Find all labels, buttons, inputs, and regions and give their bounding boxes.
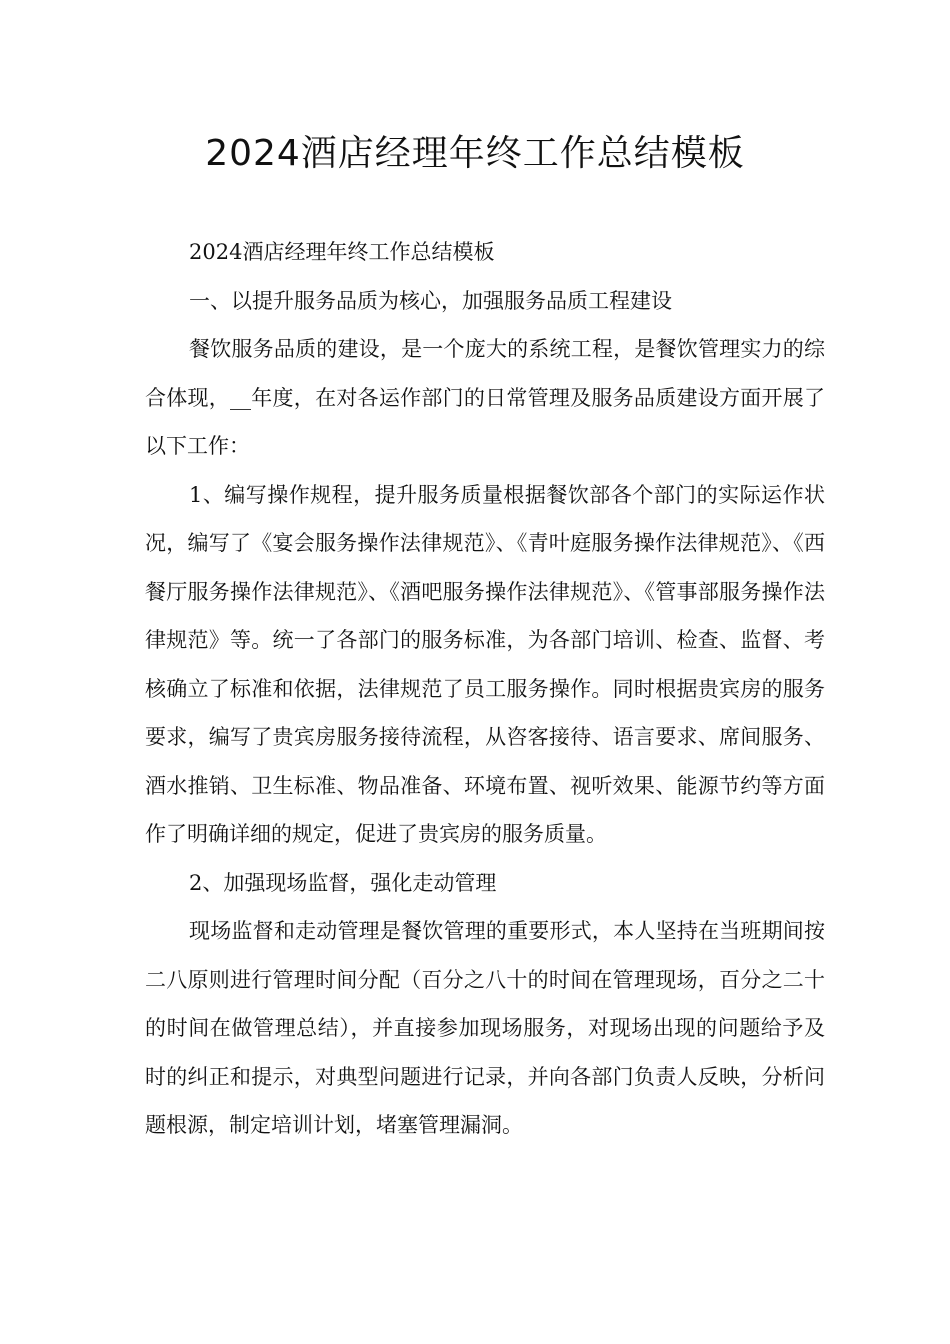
body-paragraph: 餐饮服务品质的建设，是一个庞大的系统工程，是餐饮管理实力的综合体现，__年度，在对各运作部门的日常管理及服务品质建设方面开展了以下工作： xyxy=(145,337,825,458)
body-paragraph: 1、编写操作规程，提升服务质量根据餐饮部各个部门的实际运作状况，编写了《宴会服务操作法律规范》、《青叶庭服务操作法律规范》、《西餐厅服务操作法律规范》、《酒吧服务操作法律规范》、《管事部服务操作法律规范》等。统一了各部门的服务标准，为各部门培训、检查、监督、考核确立了标准和依据，法律规范了员工服务操作。同时根据贵宾房的服务要求，编写了贵宾房服务接待流程，从咨客接待、语言要求、席间服务、酒水推销、卫生标准、物品准备、环境布置、视听效果、能源节约等方面作了明确详细的规定，促进了贵宾房的服务质量。 xyxy=(145,482,825,846)
subsection-heading: 2、加强现场监督，强化走动管理 xyxy=(189,870,497,895)
section-heading: 一、以提升服务品质为核心，加强服务品质工程建设 xyxy=(189,288,672,313)
body-paragraph: 现场监督和走动管理是餐饮管理的重要形式，本人坚持在当班期间按二八原则进行管理时间分配（百分之八十的时间在管理现场，百分之二十的时间在做管理总结），并直接参加现场服务，对现场出现的问题给予及时的纠正和提示，对典型问题进行记录，并向各部门负责人反映，分析问题根源，制定培训计划，堵塞管理漏洞。 xyxy=(145,919,825,1137)
document-title: 2024酒店经理年终工作总结模板 xyxy=(205,133,745,174)
document-body xyxy=(145,228,825,1150)
subtitle-paragraph: 2024酒店经理年终工作总结模板 xyxy=(189,240,495,264)
